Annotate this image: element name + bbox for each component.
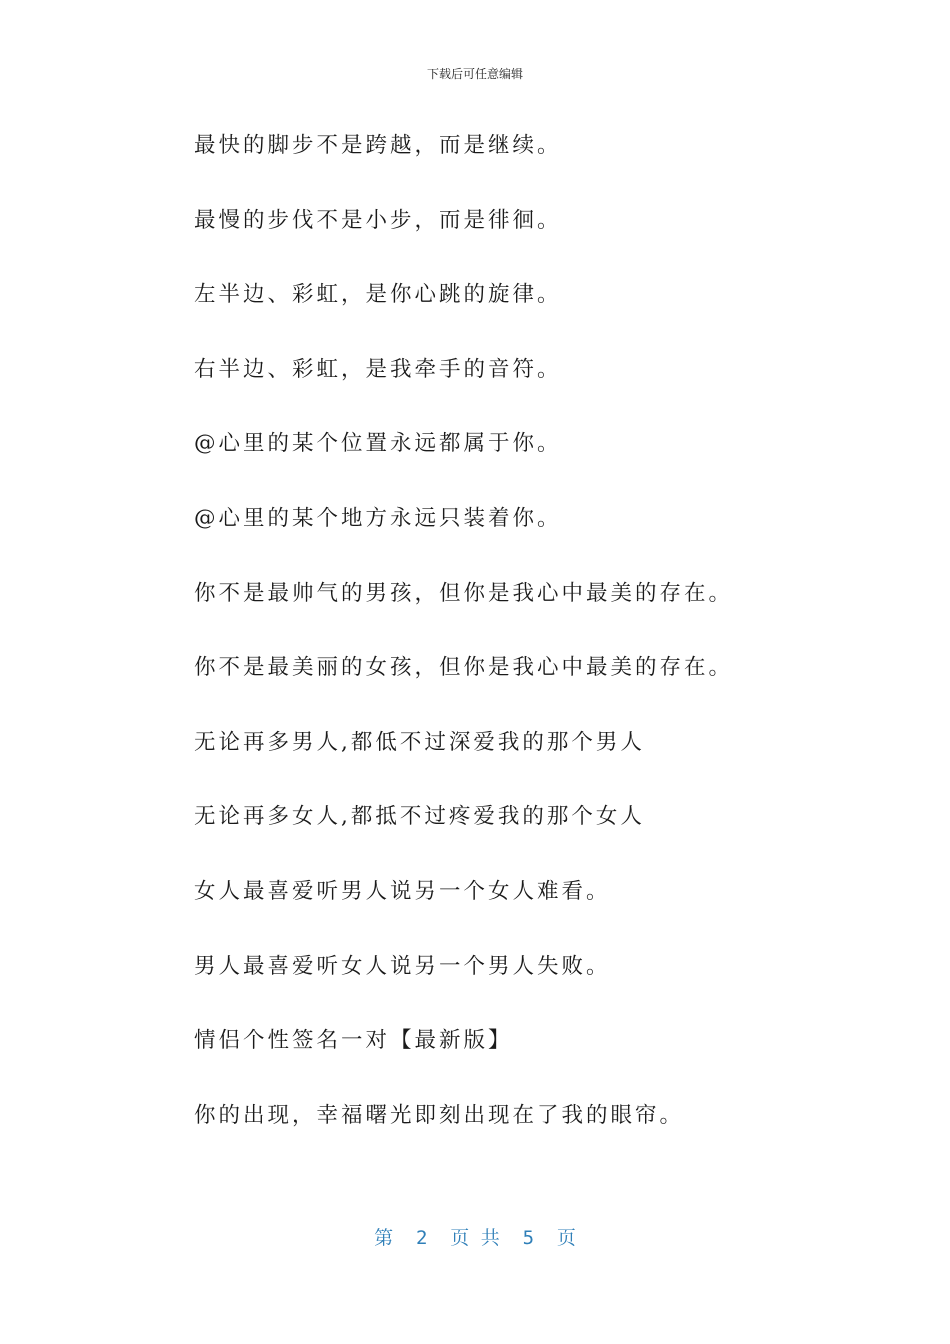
text-line: 最快的脚步不是跨越，而是继续。 bbox=[194, 133, 562, 158]
text-line: @心里的某个位置永远都属于你。 bbox=[194, 431, 562, 457]
page-header-note: 下载后可任意编辑 bbox=[426, 67, 523, 81]
text-line: 你的出现，幸福曙光即刻出现在了我的眼帘。 bbox=[194, 1102, 685, 1128]
text-line: 无论再多男人,都低不过深爱我的那个男人 bbox=[194, 729, 645, 755]
text-line: 无论再多女人,都抵不过疼爱我的那个女人 bbox=[194, 804, 645, 830]
text-line: 你不是最美丽的女孩，但你是我心中最美的存在。 bbox=[194, 655, 734, 681]
page-number-footer: 第 2 页 共 5 页 bbox=[374, 1227, 576, 1249]
text-line: 女人最喜爱听男人说另一个女人难看。 bbox=[194, 878, 611, 904]
section-heading: 情侣个性签名一对【最新版】 bbox=[194, 1028, 513, 1054]
document-body bbox=[194, 128, 894, 1172]
text-line: @心里的某个地方永远只装着你。 bbox=[194, 505, 562, 531]
text-line: 左半边、彩虹，是你心跳的旋律。 bbox=[194, 282, 562, 308]
text-line: 最慢的步伐不是小步，而是徘徊。 bbox=[194, 207, 562, 233]
text-line: 你不是最帅气的男孩，但你是我心中最美的存在。 bbox=[194, 580, 734, 606]
text-line: 男人最喜爱听女人说另一个男人失败。 bbox=[194, 953, 611, 979]
text-line: 右半边、彩虹，是我牵手的音符。 bbox=[194, 356, 562, 382]
